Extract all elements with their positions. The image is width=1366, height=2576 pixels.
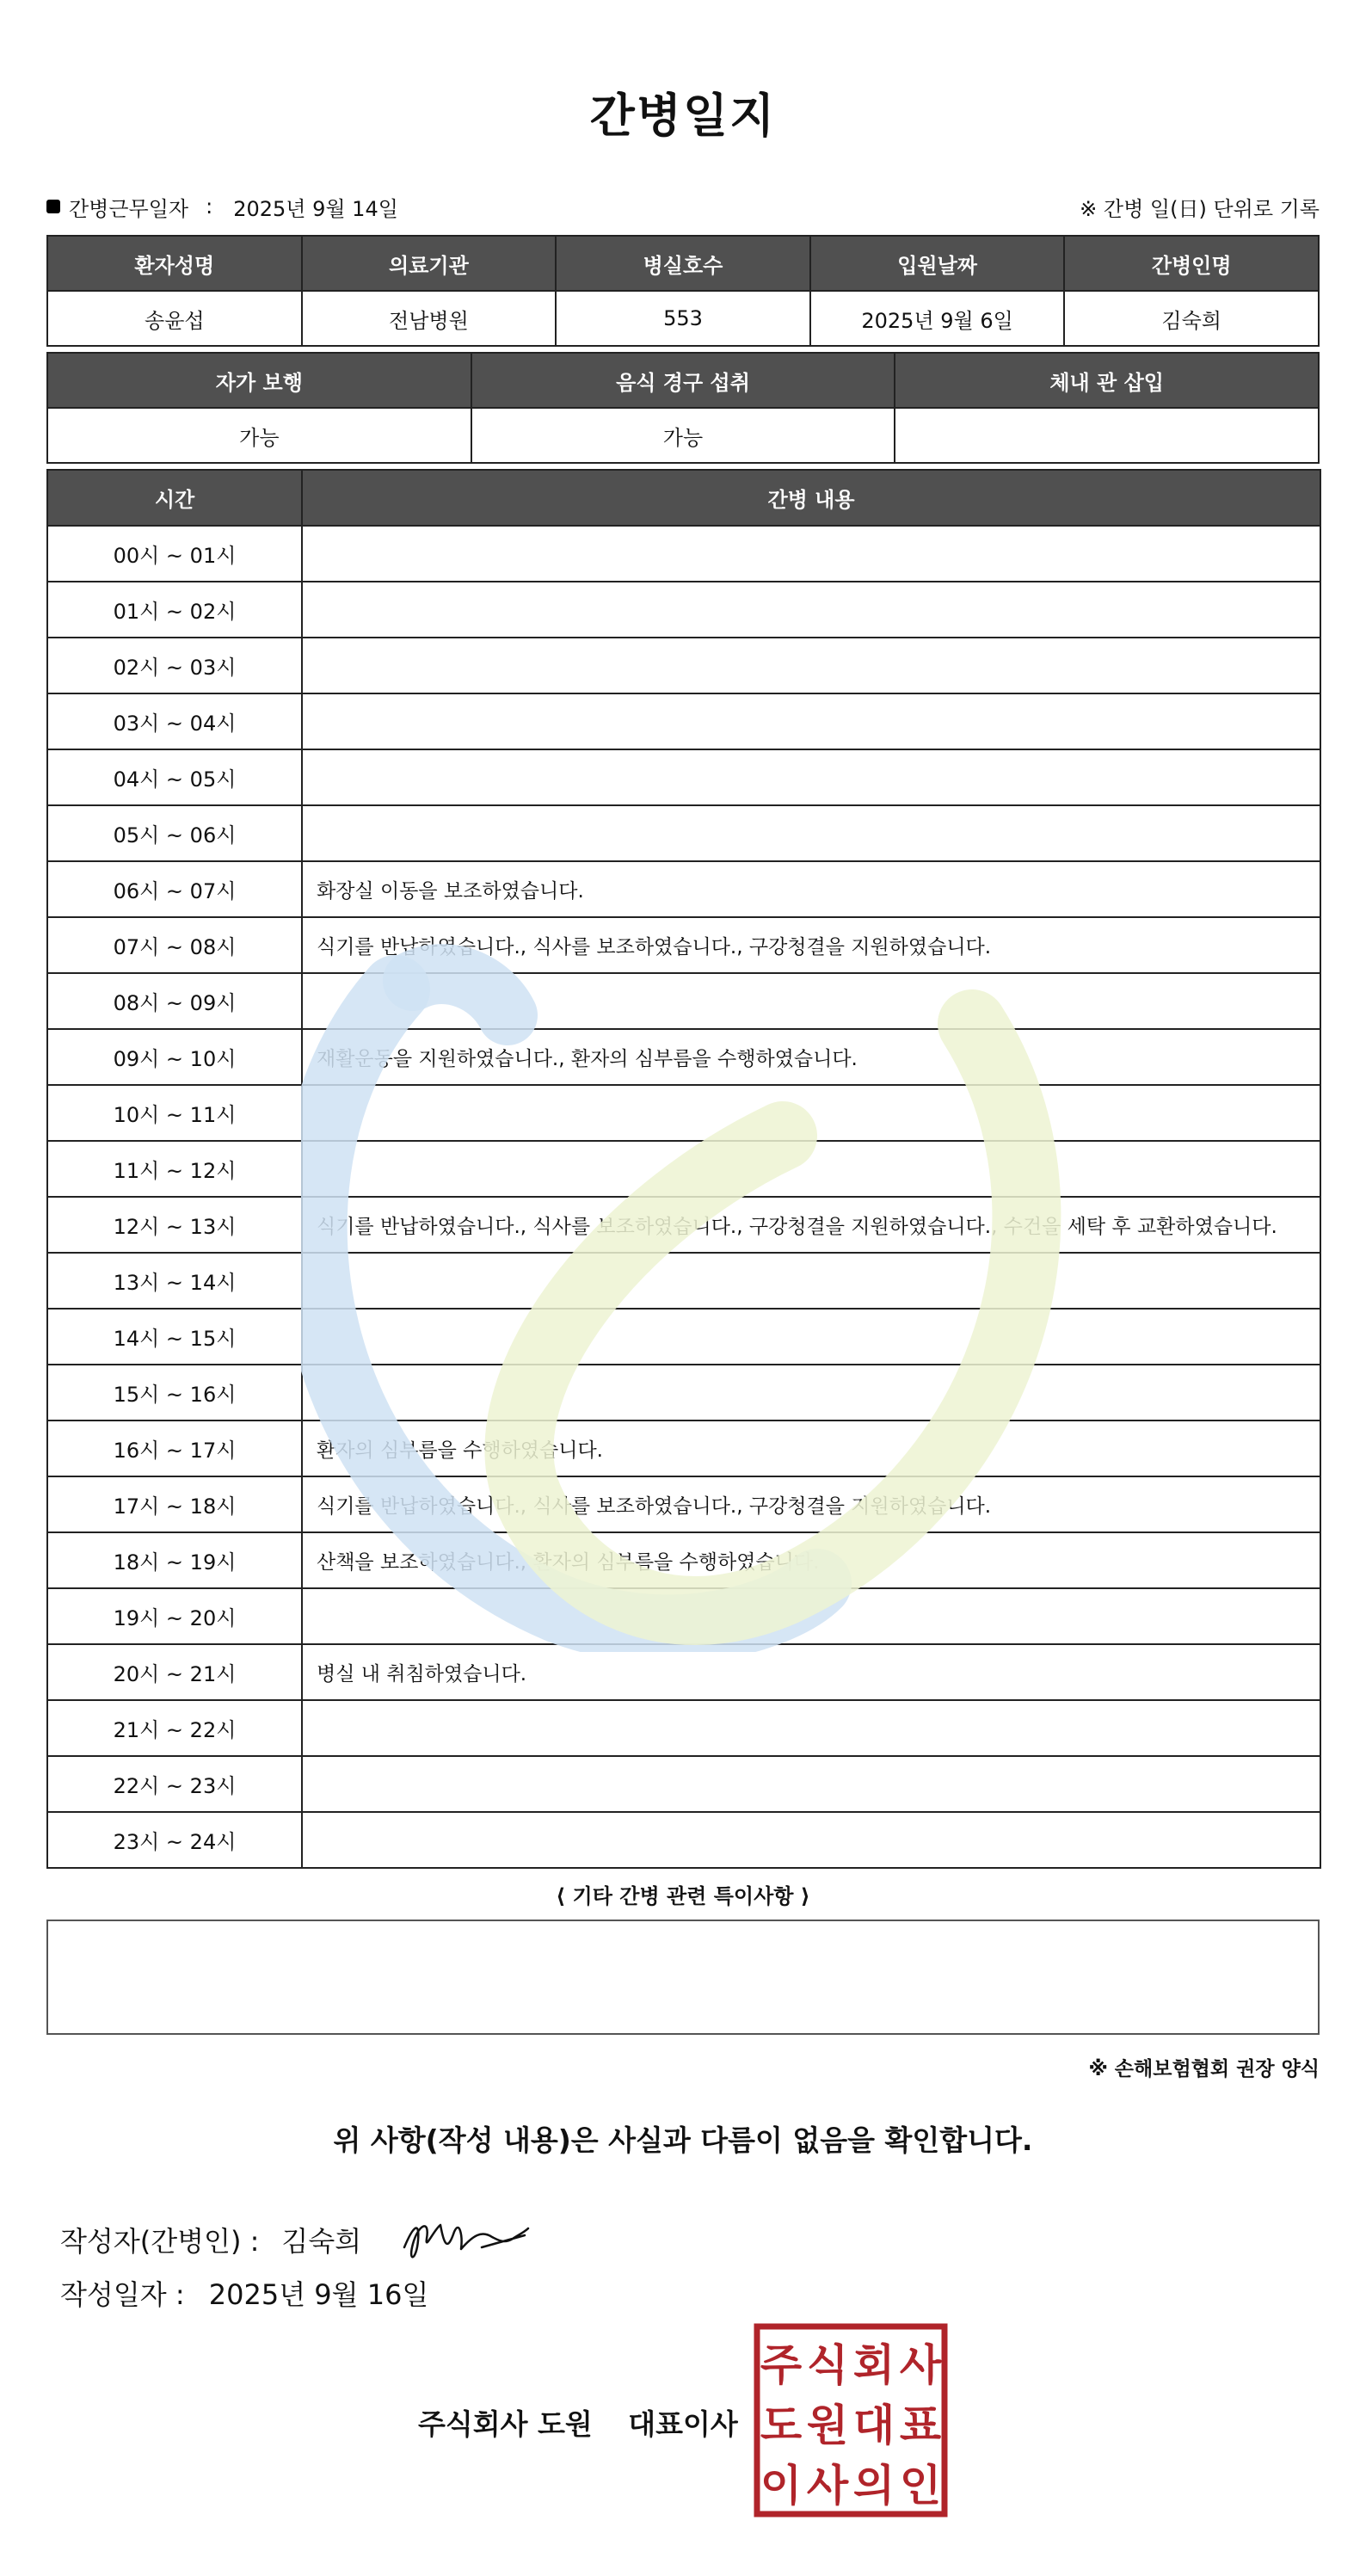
care-content-cell [302, 1253, 1320, 1309]
oral-intake: 가능 [471, 408, 895, 463]
time-cell: 04시 ~ 05시 [47, 749, 302, 805]
seal-char: 도 [760, 2400, 803, 2450]
care-content-cell [302, 1812, 1320, 1868]
work-date-sep: : [206, 194, 213, 219]
care-content-cell [302, 1365, 1320, 1420]
table-row [47, 1812, 1320, 1868]
company-name: 주식회사 도원 [418, 2407, 593, 2441]
time-cell: 08시 ~ 09시 [47, 973, 302, 1029]
time-cell: 22시 ~ 23시 [47, 1756, 302, 1812]
company-row [418, 2402, 738, 2443]
written-date-label: 작성일자 : [60, 2278, 185, 2311]
time-cell: 19시 ~ 20시 [47, 1588, 302, 1644]
care-content-cell [302, 1309, 1320, 1365]
written-date-value: 2025년 9월 16일 [208, 2278, 429, 2311]
notes-box [46, 1920, 1320, 2035]
table-row [47, 1588, 1320, 1644]
tube-insertion [895, 408, 1319, 463]
signature-icon [396, 2209, 542, 2270]
table-row [47, 1309, 1320, 1365]
care-content-cell: 식기를 반납하였습니다., 식사를 보조하였습니다., 구강청결을 지원하였습니다. [302, 1476, 1320, 1532]
document-title: 간병일지 [589, 89, 777, 143]
time-cell: 17시 ~ 18시 [47, 1476, 302, 1532]
table-row [47, 1700, 1320, 1756]
written-date-row [60, 2273, 428, 2313]
time-cell: 16시 ~ 17시 [47, 1420, 302, 1476]
care-content-cell: 병실 내 취침하였습니다. [302, 1644, 1320, 1700]
care-log-table [46, 469, 1321, 1869]
care-content-cell [302, 638, 1320, 693]
work-date [46, 192, 398, 222]
table-row [47, 1756, 1320, 1812]
seal-char: 이 [760, 2461, 803, 2511]
time-cell: 12시 ~ 13시 [47, 1197, 302, 1253]
caregiver-name: 김숙희 [1064, 291, 1319, 346]
table-row [47, 1085, 1320, 1141]
time-cell: 13시 ~ 14시 [47, 1253, 302, 1309]
care-content-cell: 식기를 반납하였습니다., 식사를 보조하였습니다., 구강청결을 지원하였습니다. [302, 917, 1320, 973]
table-row [47, 749, 1320, 805]
header-time: 시간 [47, 470, 302, 526]
meta-row [46, 191, 1320, 222]
header-oral-intake: 음식 경구 섭취 [471, 353, 895, 408]
time-cell: 09시 ~ 10시 [47, 1029, 302, 1085]
table-row [47, 973, 1320, 1029]
time-cell: 15시 ~ 16시 [47, 1365, 302, 1420]
hospital: 전남병원 [302, 291, 557, 346]
patient-name: 송윤섭 [47, 291, 302, 346]
time-cell: 05시 ~ 06시 [47, 805, 302, 861]
table-row [47, 861, 1320, 917]
table-row [47, 526, 1320, 582]
care-content-cell [302, 1085, 1320, 1141]
care-content-cell [302, 693, 1320, 749]
work-date-label: 간병근무일자 [69, 196, 189, 221]
time-cell: 11시 ~ 12시 [47, 1141, 302, 1197]
care-content-cell: 재활운동을 지원하였습니다., 환자의 심부름을 수행하였습니다. [302, 1029, 1320, 1085]
seal-char: 식 [806, 2340, 849, 2390]
table-row [47, 1253, 1320, 1309]
header-tube-insertion: 체내 관 삽입 [895, 353, 1319, 408]
table-row [47, 805, 1320, 861]
care-content-cell [302, 1700, 1320, 1756]
table-row [47, 1644, 1320, 1700]
header-self-walking: 자가 보행 [47, 353, 471, 408]
care-content-cell [302, 526, 1320, 582]
seal-char: 인 [899, 2461, 942, 2511]
admission-date: 2025년 9월 6일 [810, 291, 1065, 346]
time-cell: 03시 ~ 04시 [47, 693, 302, 749]
table-row [47, 1141, 1320, 1197]
time-cell: 02시 ~ 03시 [47, 638, 302, 693]
patient-info-table [46, 235, 1320, 347]
table-row [47, 917, 1320, 973]
table-row [47, 1532, 1320, 1588]
time-cell: 10시 ~ 11시 [47, 1085, 302, 1141]
table-row [47, 1365, 1320, 1420]
table-row [47, 1420, 1320, 1476]
room-number: 553 [556, 291, 810, 346]
header-hospital: 의료기관 [302, 236, 557, 291]
writer-label: 작성자(간병인) : [60, 2225, 260, 2258]
seal-char: 사 [899, 2340, 942, 2390]
patient-status-table [46, 352, 1320, 464]
time-cell: 20시 ~ 21시 [47, 1644, 302, 1700]
recommend-note: ※ 손해보험협회 권장 양식 [1088, 2058, 1320, 2080]
care-content-cell [302, 1141, 1320, 1197]
writer-row [60, 2209, 542, 2270]
seal-char: 사 [806, 2461, 849, 2511]
header-room: 병실호수 [556, 236, 810, 291]
care-content-cell [302, 805, 1320, 861]
work-date-value: 2025년 9월 14일 [233, 196, 398, 221]
writer-name: 김숙희 [281, 2225, 362, 2258]
table-row [47, 638, 1320, 693]
confirm-statement: 위 사항(작성 내용)은 사실과 다름이 없음을 확인합니다. [333, 2123, 1033, 2157]
table-row [47, 1476, 1320, 1532]
self-walking: 가능 [47, 408, 471, 463]
care-content-cell [302, 582, 1320, 638]
care-content-cell [302, 1588, 1320, 1644]
time-cell: 00시 ~ 01시 [47, 526, 302, 582]
time-cell: 06시 ~ 07시 [47, 861, 302, 917]
table-row [47, 693, 1320, 749]
time-cell: 18시 ~ 19시 [47, 1532, 302, 1588]
table-row [47, 1197, 1320, 1253]
seal-char: 대 [852, 2400, 895, 2450]
time-cell: 01시 ~ 02시 [47, 582, 302, 638]
black-square-icon [46, 200, 60, 213]
seal-char: 표 [899, 2400, 942, 2450]
seal-char: 원 [806, 2400, 849, 2450]
seal-char: 의 [852, 2461, 895, 2511]
table-row [47, 582, 1320, 638]
care-content-cell: 식기를 반납하였습니다., 식사를 보조하였습니다., 구강청결을 지원하였습니다., 수건을 세탁 후 교환하였습니다. [302, 1197, 1320, 1253]
header-care-content: 간병 내용 [302, 470, 1320, 526]
seal-char: 주 [760, 2340, 803, 2390]
time-cell: 23시 ~ 24시 [47, 1812, 302, 1868]
care-content-cell [302, 1756, 1320, 1812]
notes-title: ⟨ 기타 간병 관련 특이사항 ⟩ [556, 1884, 810, 1908]
care-content-cell [302, 973, 1320, 1029]
unit-note: ※ 간병 일(日) 단위로 기록 [1080, 196, 1320, 221]
representative-title: 대표이사 [628, 2407, 738, 2441]
time-cell: 14시 ~ 15시 [47, 1309, 302, 1365]
table-row [47, 1029, 1320, 1085]
header-caregiver: 간병인명 [1064, 236, 1319, 291]
header-patient-name: 환자성명 [47, 236, 302, 291]
time-cell: 07시 ~ 08시 [47, 917, 302, 973]
care-content-cell: 환자의 심부름을 수행하였습니다. [302, 1420, 1320, 1476]
time-cell: 21시 ~ 22시 [47, 1700, 302, 1756]
care-content-cell [302, 749, 1320, 805]
company-seal-icon [754, 2323, 948, 2517]
care-content-cell: 산책을 보조하였습니다., 환자의 심부름을 수행하였습니다. [302, 1532, 1320, 1588]
care-content-cell: 화장실 이동을 보조하였습니다. [302, 861, 1320, 917]
header-admission-date: 입원날짜 [810, 236, 1065, 291]
seal-char: 회 [852, 2340, 895, 2390]
